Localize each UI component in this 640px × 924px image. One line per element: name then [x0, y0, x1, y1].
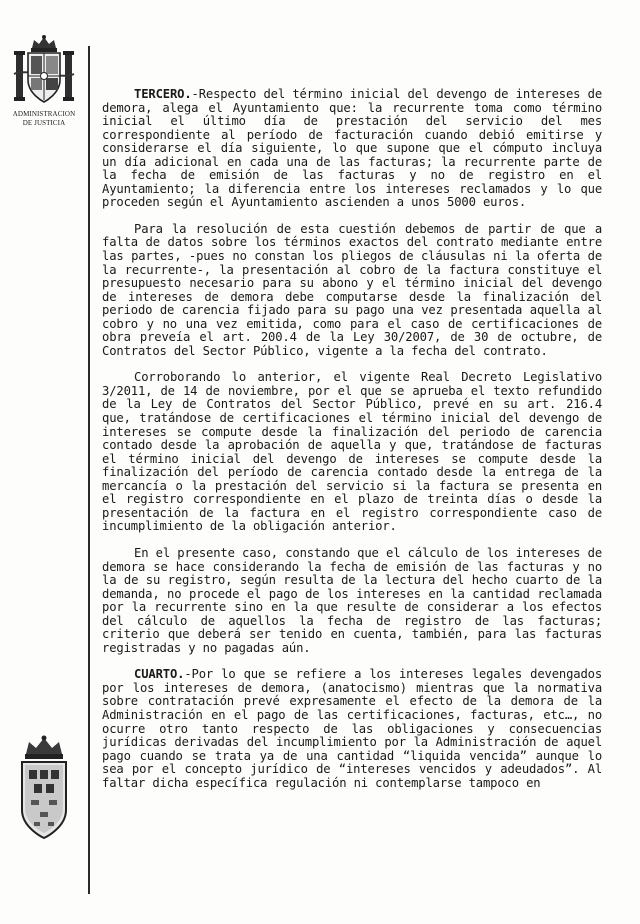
section-heading-tercero: TERCERO. [134, 87, 192, 101]
paragraph-cuarto [102, 668, 602, 790]
paragraph-text: -Respecto del término inicial del devengo de intereses de demora, alega el Ayuntamiento que: la recurrente toma como término inicial el último día de prestación del servicio del mes correspondiente al período de facturación cuando debió emitirse y considerarse el día siguiente, lo que supone que el cómputo incluya un día adicional en cada una de las facturas; la recurrente parte de la fecha de emisión de las facturas y no de registro en el Ayuntamiento; la diferencia entre los intereses reclamados y lo que proceden según el Ayuntamiento ascienden a unos 5000 euros. [102, 87, 602, 210]
paragraph-presente-caso [102, 547, 602, 655]
document-body [102, 88, 602, 803]
paragraph-text: Corroborando lo anterior, el vigente Real Decreto Legislativo 3/2011, de 14 de noviembre, por el que se aprueba el texto refundido de la Ley de Contratos del Sector Público, prevé en su art. 216.4 que, tratándose de certificaciones el término inicial del devengo de intereses se compute desde la finalización del periodo de carencia contado desde la aprobación de aquella y que, tratándose de facturas el término inicial del devengo de intereses se compute desde la finalización del período de carencia contado desde la entrega de la mercancía o la prestación del servicio si la factura se presenta en el registro correspondiente en el plazo de treinta días o desde la presentación de la factura en el registro correspondiente caso de incumplimiento de la obligación anterior. [102, 370, 602, 534]
paragraph-text: Para la resolución de esta cuestión debemos de partir de que a falta de datos sobre los términos exactos del contrato mediante entre las partes, -pues no constan los pliegos de cláusulas ni la oferta de la recurrente-, la presentación al cobro de la factura constituye el presupuesto necesario para su abono y el término inicial del devengo de intereses de demora debe computarse desde la finalización del periodo de carencia fijado para su pago una vez presentada aquella al cobro y no una vez emitida, como para el caso de certificaciones de obra preveía el art. 200.4 de la Ley 30/2007, de 30 de octubre, de Contratos del Sector Público, vigente a la fecha del contrato. [102, 221, 602, 358]
emblem-caption-line2: DE JUSTICIA [22, 119, 66, 127]
left-margin-rule [88, 46, 90, 894]
emblem-caption-line1: ADMINISTRACION [12, 110, 76, 118]
paragraph-resolucion [102, 223, 602, 358]
paragraph-text: -Por lo que se refiere a los intereses legales devengados por los intereses de demora, (anatocismo) mientras que la normativa sobre contratación prevé expresamente el efecto de la demora de la Administración en el pago de las certificaciones, facturas, etc…, no ocurre otro tanto respecto de las obligaciones y consecuencias jurídicas derivadas del incumplimiento por la Administración de aquel pago cuando se trata ya de una cantidad “liquida vencida” aunque lo sea por el concepto jurídico de “intereses vencidos y adeudados”. Al faltar dicha específica regulación ni contemplarse tampoco en [102, 667, 602, 790]
coat-of-arms-icon [12, 34, 76, 108]
section-heading-cuarto: CUARTO. [134, 667, 185, 682]
region-emblem [14, 734, 74, 846]
paragraph-tercero [102, 88, 602, 210]
paragraph-corroborando [102, 371, 602, 534]
region-coat-of-arms-icon [14, 734, 74, 842]
justice-administration-emblem [6, 34, 82, 128]
paragraph-text: En el presente caso, constando que el cálculo de los intereses de demora se hace considerando la fecha de emisión de las facturas y no la de su registro, según resulta de la lectura del hecho cuarto de la demanda, no procede el pago de los intereses en la cantidad reclamada por la recurrente sino en la que resulte de considerar a los efectos del cálculo de aquellos la fecha de registro de las facturas; criterio que deberá ser tenido en cuenta, también, para las facturas registradas y no pagadas aún. [102, 545, 602, 655]
